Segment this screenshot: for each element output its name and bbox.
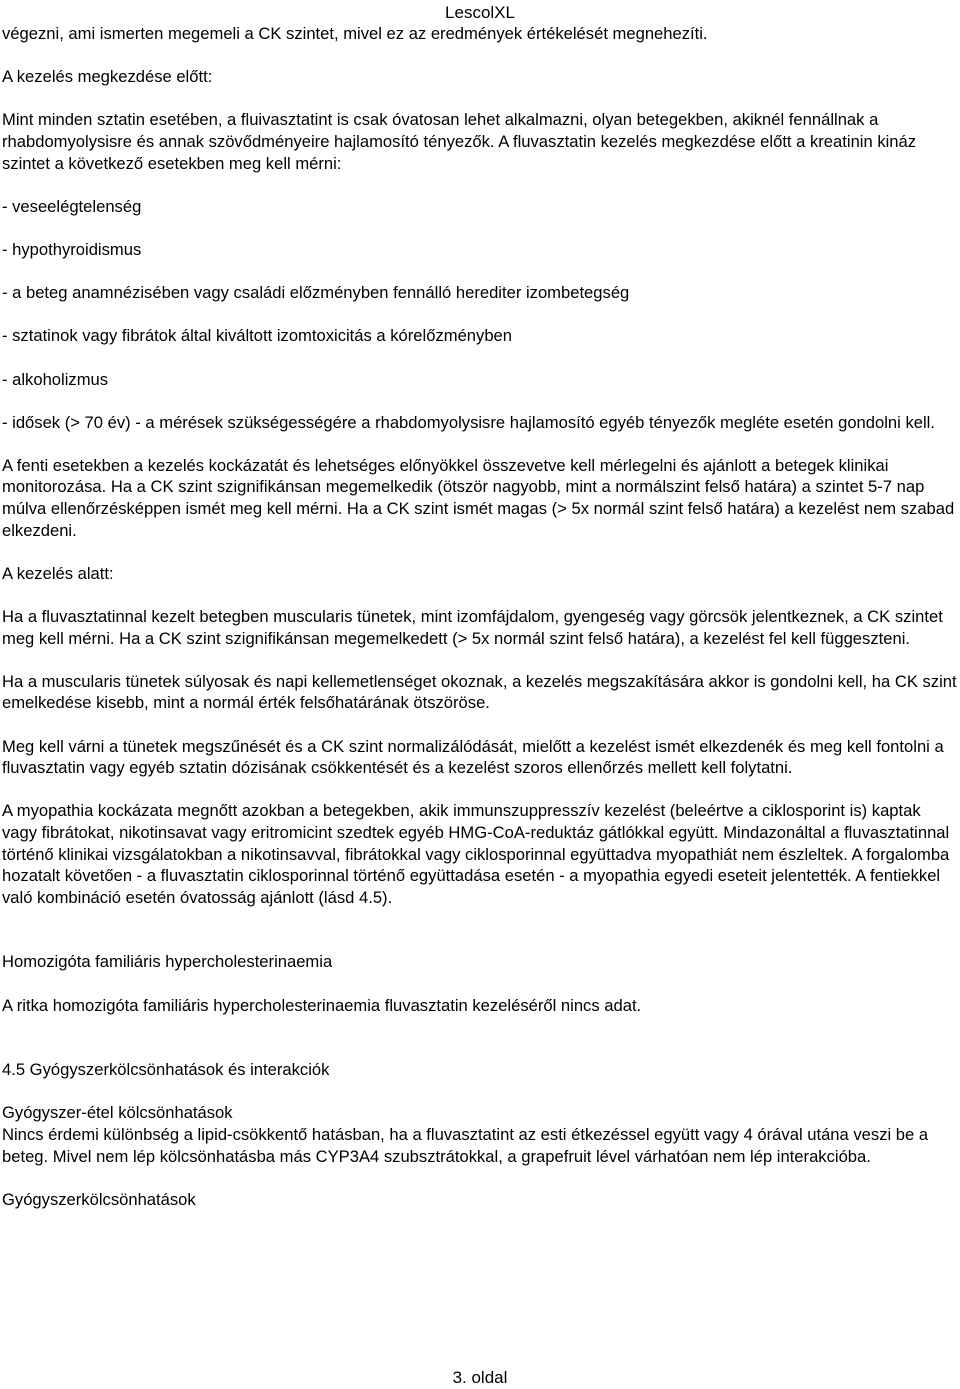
list-item: - idősek (> 70 év) - a mérések szükségességére a rhabdomyolysisre hajlamosító egyéb tényezők megléte esetén gondolni kell.: [2, 412, 935, 432]
section-heading-interactions: 4.5 Gyógyszerkölcsönhatások és interakciók: [2, 1060, 330, 1080]
paragraph-continuation: végezni, ami ismerten megemeli a CK szintet, mivel ez az eredmények értékelését megnehezíti.: [2, 24, 708, 43]
document-header-title: LescolXL: [445, 3, 515, 22]
paragraph-food-interactions: Nincs érdemi különbség a lipid-csökkentő hatásban, ha a fluvasztatint az esti étkezéssel együtt vagy 4 órával utána veszi be a beteg. Mivel nem lép kölcsönhatásba más CYP3A4 szubsztrátokkal, a grapefruit lével várhatóan nem lép interakcióba.: [2, 1124, 929, 1166]
list-item: - veseelégtelenség: [2, 196, 142, 216]
list-item: - alkoholizmus: [2, 369, 109, 389]
paragraph-risk-assessment: A fenti esetekben a kezelés kockázatát és lehetséges előnyökkel összevetve kell mérlegelni és ajánlott a betegek klinikai monitorozása. Ha a CK szint szignifikánsan megemelkedik (ötször nagyobb, mint a normálszint felső határa) a szintet 5-7 nap múlva ellenőrzésképpen ismét meg kell mérni. Ha a CK szint ismét magas (> 5x normál szint felső határa) a kezelést nem szabad elkezdeni.: [2, 455, 955, 540]
paragraph-myopathy-risk: A myopathia kockázata megnőtt azokban a betegekben, akik immunszuppresszív kezelést (beleértve a ciklosporint is) kaptak vagy fibrátokat, nikotinsavat vagy eritromicint szedtek egyéb HMG-CoA-reduktáz gátlókkal együtt. Mindazonáltal a fluvasztatinnal történő klinikai vizsgálatokban a nikotinsavval, fibrátokkal vagy ciklosporinnal együttadva myopathiát nem észleltek. A forgalomba hozatalt követően - a fluvasztatin ciklosporinnal történő együttadása esetén - a myopathia egyedi eseteit jelentették. A fentiekkel való kombináció esetén óvatosság ajánlott (lásd 4.5).: [2, 801, 950, 907]
paragraph-severe-symptoms: Ha a muscularis tünetek súlyosak és napi kellemetlenséget okoznak, a kezelés megszakítására akkor is gondolni kell, ha CK szint emelkedése kisebb, mint a normál érték felsőhatárának ötszöröse.: [2, 671, 957, 713]
paragraph-muscular-symptoms: Ha a fluvasztatinnal kezelt betegben muscularis tünetek, mint izomfájdalom, gyengeség vagy görcsök jelentkeznek, a CK szintet meg kell mérni. Ha a CK szint szignifikánsan megemelkedett (> 5x normál szint felső határa), a kezelést fel kell függeszteni.: [2, 607, 943, 648]
section-heading-homozygous: Homozigóta familiáris hypercholesterinaemia: [2, 952, 333, 972]
paragraph-resume-treatment: Meg kell várni a tünetek megszűnését és a CK szint normalizálódását, mielőtt a kezelést ismét elkezdenék és meg kell fontolni a fluvasztatin vagy egyéb sztatin dózisának csökkentését és a kezelést szoros ellenőrzés mellett kell folytatni.: [2, 736, 944, 778]
page-number: 3. oldal: [452, 1368, 508, 1387]
document-body: [2, 23, 958, 1210]
list-item: - sztatinok vagy fibrátok által kiváltott izomtoxicitás a kórelőzményben: [2, 326, 513, 346]
list-item: - hypothyroidismus: [2, 239, 142, 259]
list-item: - a beteg anamnézisében vagy családi előzményben fennálló herediter izombetegség: [2, 283, 630, 303]
paragraph-homozygous: A ritka homozigóta familiáris hypercholesterinaemia fluvasztatin kezeléséről nincs adat.: [2, 995, 642, 1015]
subheading-drug-interactions: Gyógyszerkölcsönhatások: [2, 1189, 196, 1209]
paragraph-caution: Mint minden sztatin esetében, a fluivasztatint is csak óvatosan lehet alkalmazni, olyan betegekben, akiknél fennállnak a rhabdomyolysisre és annak szövődményeire hajlamosító tényezők. A fluvasztatin kezelés megkezdése előtt a kreatinin kináz szintet a következő esetekben meg kell mérni:: [2, 110, 917, 173]
section-heading-before-treatment: A kezelés megkezdése előtt:: [2, 67, 213, 87]
subheading-food-interactions: Gyógyszer-étel kölcsönhatások: [2, 1103, 233, 1123]
section-heading-during-treatment: A kezelés alatt:: [2, 563, 114, 583]
